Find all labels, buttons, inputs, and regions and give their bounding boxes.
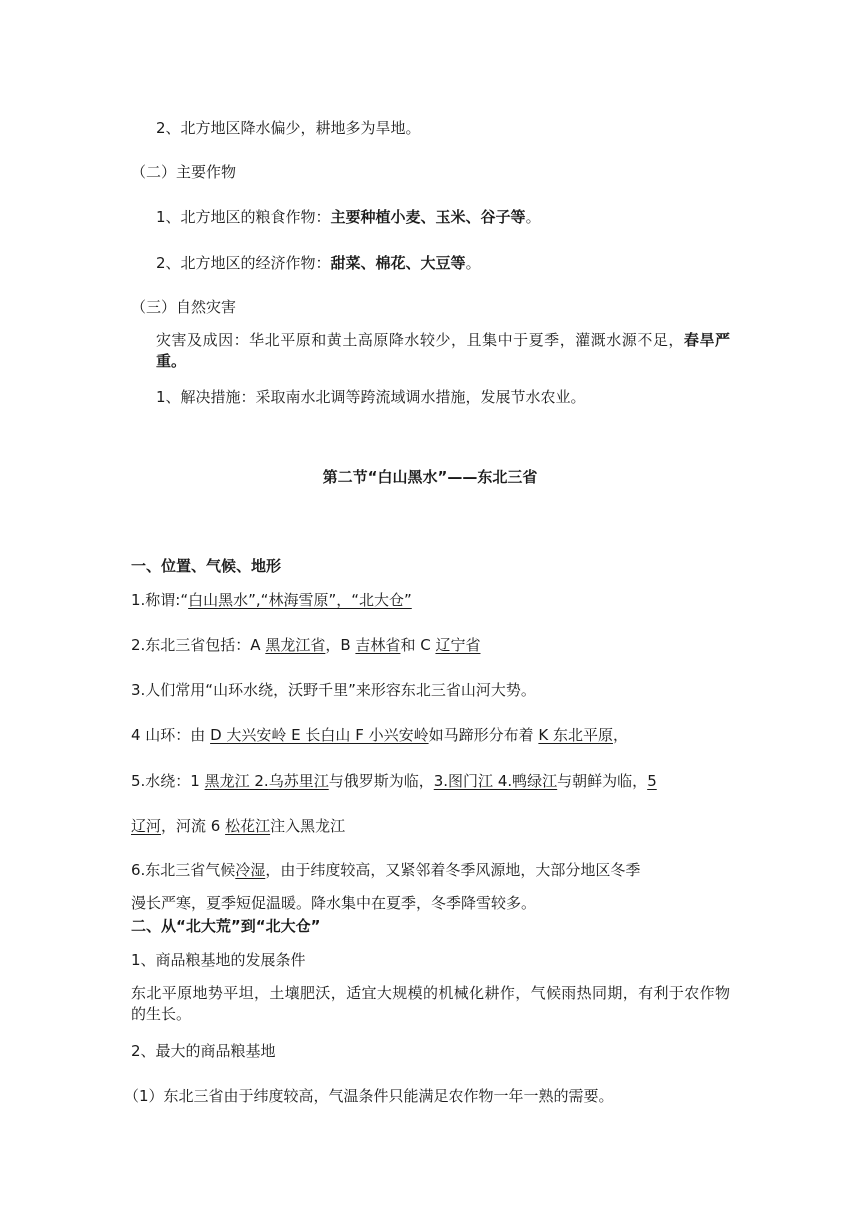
mountains-end: ， — [612, 726, 628, 744]
climate-type: 冷湿 — [235, 861, 266, 879]
largest-base-subheading: 2、最大的商品粮基地 — [131, 1042, 276, 1060]
climate-line — [131, 860, 640, 880]
cash-crops-line — [156, 253, 481, 273]
mountains-mid: 如马蹄形分布着 — [428, 726, 539, 744]
provinces-sep-1: ，B — [325, 636, 356, 654]
mountain-ranges: D 大兴安岭 E 长白山 F 小兴安岭 — [210, 726, 429, 744]
location-climate-heading: 一、位置、气候、地形 — [131, 557, 282, 575]
provinces-line — [131, 635, 480, 655]
river-wusuli: 乌苏里江 — [268, 772, 329, 790]
cash-crops-value: 甜菜、棉花、大豆等 — [330, 254, 466, 272]
cash-crops-label: 2、北方地区的经济作物： — [156, 254, 331, 272]
rivers-line — [131, 771, 657, 791]
provinces-sep-2: 和 C — [400, 636, 436, 654]
main-crops-heading: （二）主要作物 — [131, 163, 237, 181]
river-number-5: 5 — [647, 772, 657, 790]
landscape-description-line: 3.人们常用“山环水绕，沃野千里”来形容东北三省山河大势。 — [131, 681, 536, 699]
river-liao: 辽河 — [131, 817, 162, 835]
north-dryland-line: 2、北方地区降水偏少，耕地多为旱地。 — [156, 119, 421, 137]
province-jilin: 吉林省 — [355, 636, 401, 654]
river-songhua: 松花江 — [225, 817, 271, 835]
cash-crops-end: 。 — [465, 254, 481, 272]
rivers-korea-text: 与朝鲜为临， — [557, 772, 648, 790]
grain-crops-end: 。 — [525, 208, 541, 226]
grain-crops-line — [156, 207, 541, 227]
development-conditions-subheading: 1、商品粮基地的发展条件 — [131, 951, 306, 969]
section-title: 第二节“白山黑水”——东北三省 — [322, 468, 538, 486]
climate-line-continued: 漫长严寒，夏季短促温暖。降水集中在夏季，冬季降雪较多。 — [131, 894, 537, 912]
grain-crops-value: 主要种植小麦、玉米、谷子等 — [330, 208, 526, 226]
rivers-label: 5.水绕：1 — [131, 772, 205, 790]
solution-measure-line: 1、解决措施：采取南水北调等跨流域调水措施，发展节水农业。 — [156, 388, 586, 406]
great-granary-heading: 二、从“北大荒”到“北大仓” — [131, 917, 321, 935]
rivers-end: 注入黑龙江 — [270, 817, 346, 835]
rivers-russia-text: 与俄罗斯为临， — [328, 772, 434, 790]
nicknames-line — [131, 590, 412, 610]
province-heilongjiang: 黑龙江省 — [265, 636, 326, 654]
river-heilongjiang: 黑龙江 2. — [204, 772, 269, 790]
mountains-line — [131, 725, 628, 745]
mountains-label: 4 山环：由 — [131, 726, 211, 744]
natural-disaster-heading: （三）自然灾害 — [131, 298, 237, 316]
disaster-cause-text: 灾害及成因：华北平原和黄土高原降水较少，且集中于夏季，灌溉水源不足， — [156, 331, 684, 349]
development-conditions-paragraph: 东北平原地势平坦，土壤肥沃，适宜大规模的机械化耕作，气候雨热同期，有利于农作物的生长。 — [131, 984, 730, 1023]
spring-drought-text: 春旱严重。 — [156, 331, 730, 370]
one-harvest-line: （1）东北三省由于纬度较高，气温条件只能满足农作物一年一熟的需要。 — [124, 1087, 614, 1105]
rivers-line-continued — [131, 816, 345, 836]
grain-crops-label: 1、北方地区的粮食作物： — [156, 208, 331, 226]
rivers-mid: ，河流 6 — [161, 817, 226, 835]
climate-reason: ，由于纬度较高，又紧邻着冬季风源地，大部分地区冬季 — [265, 861, 641, 879]
northeast-plain: K 东北平原 — [538, 726, 613, 744]
province-liaoning: 辽宁省 — [435, 636, 481, 654]
provinces-label: 2.东北三省包括：A — [131, 636, 266, 654]
river-yalu: 鸭绿江 — [512, 772, 558, 790]
climate-label: 6.东北三省气候 — [131, 861, 236, 879]
nicknames-label: 1.称谓:“ — [131, 591, 189, 609]
nicknames-value: 白山黑水”,“林海雪原”，“北大仓” — [188, 591, 412, 609]
river-tumen: 3.图门江 4. — [433, 772, 513, 790]
disaster-cause-paragraph — [156, 330, 730, 372]
